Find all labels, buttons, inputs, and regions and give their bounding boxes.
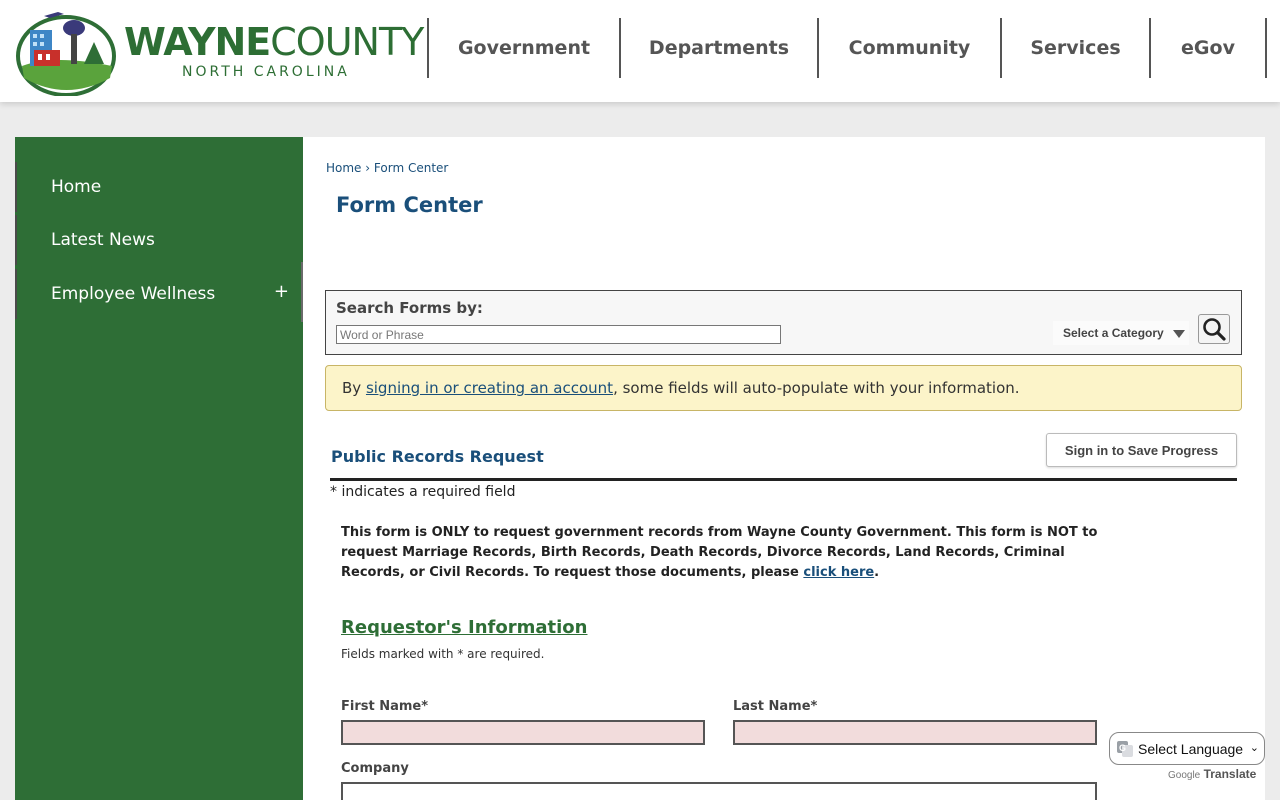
sidebar-item-latest-news[interactable]	[15, 215, 303, 265]
form-intro-text	[341, 523, 1101, 583]
logo-title-wayne: WAYNE	[124, 20, 271, 64]
sign-in-notice	[325, 365, 1242, 411]
site-header	[0, 0, 1280, 102]
company-label: Company	[341, 761, 409, 776]
sidebar-item-label: Latest News	[51, 230, 155, 250]
category-select[interactable]	[1053, 321, 1189, 345]
logo-subtitle: NORTH CAROLINA	[182, 64, 350, 80]
google-label: Google	[1168, 770, 1201, 781]
page-title: Form Center	[336, 193, 483, 217]
expand-plus-icon[interactable]: +	[273, 281, 289, 302]
first-name-field[interactable]	[341, 720, 705, 745]
search-button[interactable]	[1198, 314, 1230, 344]
language-select[interactable]	[1109, 732, 1265, 765]
search-input[interactable]	[336, 325, 781, 344]
main-nav	[427, 18, 1267, 78]
form-title-divider	[330, 478, 1237, 481]
section-required-note: Fields marked with * are required.	[341, 647, 545, 661]
company-field[interactable]	[341, 782, 1097, 800]
google-translate-icon	[1116, 740, 1134, 758]
search-label: Search Forms by:	[336, 299, 483, 317]
click-here-link[interactable]: click here	[803, 565, 875, 580]
nav-community[interactable]: Community	[817, 18, 1000, 78]
sidebar-item-label: Employee Wellness	[51, 284, 216, 304]
svg-text:G: G	[1119, 742, 1127, 753]
sidebar-item-home[interactable]	[15, 162, 303, 212]
dropdown-arrow-icon	[1173, 330, 1185, 338]
notice-prefix: By	[342, 379, 362, 397]
sidebar	[15, 137, 303, 800]
nav-services[interactable]: Services	[1000, 18, 1149, 78]
language-select-label: Select Language	[1138, 740, 1244, 757]
intro-end: .	[874, 565, 880, 580]
first-name-label: First Name*	[341, 699, 429, 714]
section-title-requestor: Requestor's Information	[341, 617, 588, 638]
breadcrumb-home[interactable]: Home	[326, 161, 362, 175]
nav-government[interactable]: Government	[427, 18, 619, 78]
chevron-down-icon: ⌄	[1249, 742, 1259, 754]
logo-title-county: COUNTY	[270, 20, 424, 64]
breadcrumb	[326, 161, 448, 175]
main-content	[303, 137, 1265, 800]
translate-link[interactable]: Translate	[1203, 767, 1257, 781]
breadcrumb-separator: ›	[365, 161, 371, 175]
search-forms-panel	[325, 290, 1242, 355]
breadcrumb-current[interactable]: Form Center	[373, 161, 449, 175]
sidebar-item-employee-wellness[interactable]	[15, 269, 303, 319]
sign-in-save-progress-button[interactable]: Sign in to Save Progress	[1046, 433, 1237, 467]
logo-title	[124, 22, 423, 62]
powered-by-google-translate	[1168, 767, 1256, 781]
nav-egov[interactable]: eGov	[1149, 18, 1267, 78]
nav-departments[interactable]: Departments	[619, 18, 817, 78]
sign-in-link[interactable]: signing in or creating an account	[365, 379, 614, 397]
search-icon	[1199, 315, 1229, 343]
intro-body: This form is ONLY to request government records from Wayne County Government. This form is NOT to request Marriage Records, Birth Records, Death Records, Divorce Records, Land Records, Criminal Records, or Civil Records. To request those documents, please	[341, 525, 1098, 580]
wayne-county-logo[interactable]	[14, 8, 424, 98]
notice-suffix: , some fields will auto-populate with your information.	[613, 379, 1020, 397]
required-field-note: * indicates a required field	[330, 484, 516, 500]
last-name-field[interactable]	[733, 720, 1097, 745]
category-select-label: Select a Category	[1063, 326, 1164, 340]
last-name-label: Last Name*	[733, 699, 818, 714]
form-title: Public Records Request	[331, 447, 544, 466]
sidebar-item-label: Home	[51, 177, 102, 197]
county-emblem-icon	[14, 8, 118, 96]
